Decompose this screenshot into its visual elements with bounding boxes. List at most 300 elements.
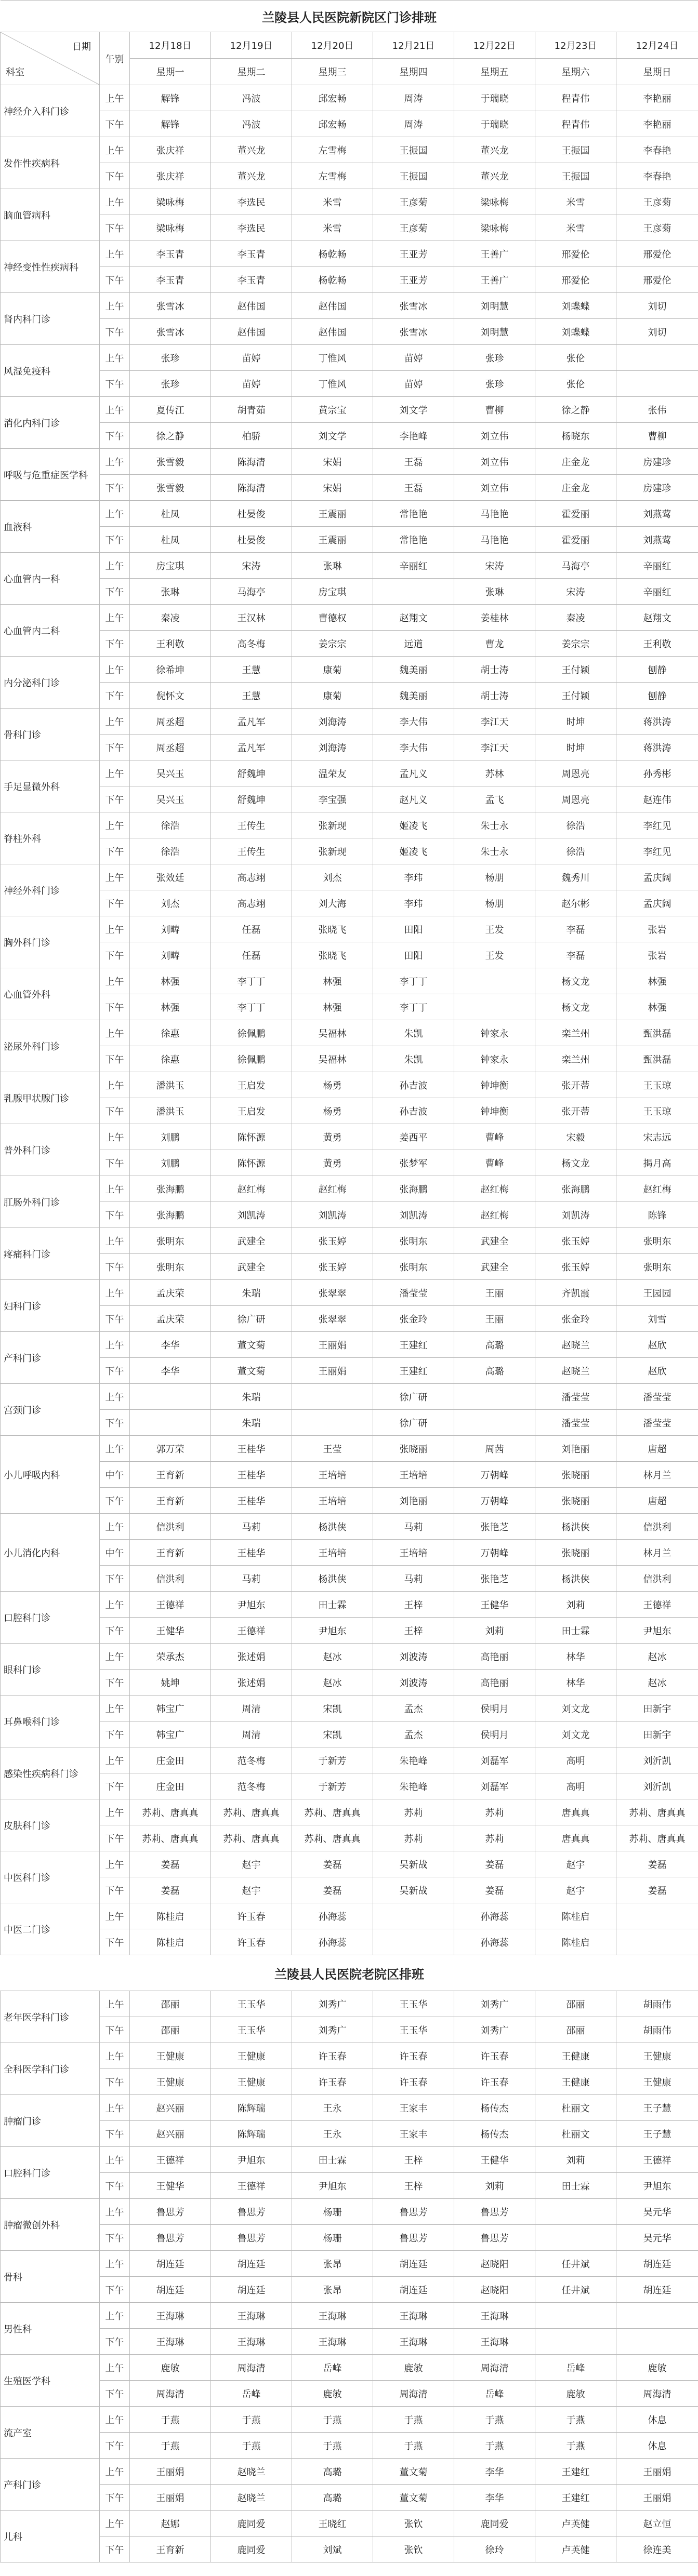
doctor-cell: 姜磊	[130, 1851, 211, 1877]
doctor-cell: 王园园	[616, 1280, 698, 1306]
doctor-cell: 田阳	[373, 916, 454, 942]
doctor-cell: 房宝琪	[292, 579, 373, 605]
doctor-cell	[616, 1929, 698, 1955]
doctor-cell: 许玉春	[373, 2043, 454, 2069]
doctor-cell: 王慧	[211, 683, 292, 709]
doctor-cell: 王德祥	[211, 1618, 292, 1644]
department-name: 肿瘤门诊	[1, 2095, 100, 2147]
doctor-cell: 尹旭东	[292, 1618, 373, 1644]
doctor-cell: 米雪	[535, 215, 616, 241]
doctor-cell: 马海亭	[211, 579, 292, 605]
doctor-cell: 王丽娟	[130, 2485, 211, 2511]
doctor-cell: 张艳芝	[454, 1566, 535, 1592]
doctor-cell: 许玉春	[454, 2043, 535, 2069]
period-cell: 下午	[100, 1618, 130, 1644]
doctor-cell: 许玉春	[292, 2069, 373, 2095]
doctor-cell: 王玉华	[211, 1991, 292, 2017]
doctor-cell: 高志翊	[211, 864, 292, 890]
table-row	[1, 1280, 698, 1306]
table-row	[1, 1670, 698, 1696]
doctor-cell: 孟杰	[373, 1696, 454, 1721]
doctor-cell: 周涛	[373, 111, 454, 137]
doctor-cell: 王育新	[130, 2537, 211, 2562]
doctor-cell: 赵晓阳	[454, 2277, 535, 2303]
weekday-header: 星期日	[616, 59, 698, 85]
doctor-cell: 王健华	[454, 1592, 535, 1618]
table-row	[1, 1721, 698, 1747]
table-row	[1, 1150, 698, 1176]
doctor-cell: 韩宝广	[130, 1696, 211, 1721]
doctor-cell: 王健华	[454, 2147, 535, 2173]
doctor-cell: 陈怀源	[211, 1124, 292, 1150]
doctor-cell: 徐佩鹏	[211, 1046, 292, 1072]
department-name: 呼吸与危重症医学科	[1, 449, 100, 501]
doctor-cell: 王付颖	[535, 683, 616, 709]
doctor-cell: 王振国	[535, 137, 616, 163]
doctor-cell: 陈怀源	[211, 1150, 292, 1176]
doctor-cell: 王传生	[211, 838, 292, 864]
doctor-cell: 辛丽红	[616, 553, 698, 579]
doctor-cell: 吴新战	[373, 1851, 454, 1877]
department-name: 骨科门诊	[1, 709, 100, 760]
doctor-cell: 栾兰州	[535, 1046, 616, 1072]
period-cell: 上午	[100, 760, 130, 786]
doctor-cell: 王子慧	[616, 2095, 698, 2121]
weekday-header: 星期一	[130, 59, 211, 85]
doctor-cell: 解锋	[130, 85, 211, 111]
table-row	[1, 319, 698, 345]
doctor-cell: 齐凯霞	[535, 1280, 616, 1306]
doctor-cell: 马莉	[373, 1566, 454, 1592]
table-row	[1, 942, 698, 968]
doctor-cell: 苏莉	[454, 1799, 535, 1825]
table-row	[1, 1358, 698, 1384]
doctor-cell: 马海亭	[535, 553, 616, 579]
doctor-cell: 杨勇	[292, 1072, 373, 1098]
doctor-cell: 张伦	[535, 345, 616, 371]
table-row	[1, 475, 698, 501]
doctor-cell: 刘切	[616, 319, 698, 345]
table-row	[1, 163, 698, 189]
table-row	[1, 1514, 698, 1540]
doctor-cell: 李艳峰	[373, 423, 454, 449]
doctor-cell: 王培培	[292, 1488, 373, 1514]
period-cell: 上午	[100, 2303, 130, 2329]
doctor-cell: 刘海涛	[292, 735, 373, 760]
table-row	[1, 423, 698, 449]
doctor-cell: 赵伟国	[211, 319, 292, 345]
doctor-cell: 徐广研	[373, 1384, 454, 1410]
doctor-cell: 张玉婷	[292, 1254, 373, 1280]
department-name: 乳腺甲状腺门诊	[1, 1072, 100, 1124]
doctor-cell: 鹿敏	[535, 2381, 616, 2407]
period-cell: 上午	[100, 864, 130, 890]
doctor-cell: 钟坤衡	[454, 1072, 535, 1098]
department-name: 口腔科门诊	[1, 2147, 100, 2199]
period-cell: 上午	[100, 812, 130, 838]
doctor-cell: 王健康	[616, 2069, 698, 2095]
doctor-cell: 杜晏俊	[211, 501, 292, 527]
date-header: 12月20日	[292, 32, 373, 59]
doctor-cell: 荣承杰	[130, 1644, 211, 1670]
table-row	[1, 2251, 698, 2277]
period-cell: 下午	[100, 2433, 130, 2459]
doctor-cell: 曹德权	[292, 605, 373, 631]
doctor-cell: 刘畴	[130, 916, 211, 942]
doctor-cell: 霍爱丽	[535, 527, 616, 553]
doctor-cell: 宋涛	[535, 579, 616, 605]
doctor-cell: 康菊	[292, 683, 373, 709]
doctor-cell: 赵红梅	[211, 1176, 292, 1202]
doctor-cell: 苏莉、唐真真	[292, 1799, 373, 1825]
department-name: 手足显微外科	[1, 760, 100, 812]
doctor-cell: 于燕	[211, 2407, 292, 2433]
doctor-cell: 杨传杰	[454, 2095, 535, 2121]
doctor-cell: 高艳丽	[454, 1644, 535, 1670]
period-cell: 上午	[100, 1124, 130, 1150]
doctor-cell	[373, 1929, 454, 1955]
doctor-cell: 刘燕莺	[616, 527, 698, 553]
department-name: 感染性疾病科门诊	[1, 1747, 100, 1799]
period-cell: 中午	[100, 1540, 130, 1566]
doctor-cell: 赵宇	[211, 1877, 292, 1903]
doctor-cell: 黄宗宝	[292, 397, 373, 423]
doctor-cell: 梁咏梅	[130, 215, 211, 241]
department-name: 眼科门诊	[1, 1644, 100, 1696]
doctor-cell: 周海清	[616, 2381, 698, 2407]
doctor-cell: 庄金田	[130, 1747, 211, 1773]
period-header-label: 午别	[100, 32, 130, 85]
period-cell: 下午	[100, 267, 130, 293]
table-row	[1, 657, 698, 683]
date-header: 12月24日	[616, 32, 698, 59]
doctor-cell: 栾兰州	[535, 1020, 616, 1046]
doctor-cell: 孟杰	[373, 1721, 454, 1747]
table-row	[1, 501, 698, 527]
department-name: 心血管内一科	[1, 553, 100, 605]
table-row	[1, 709, 698, 735]
doctor-cell	[373, 1903, 454, 1929]
doctor-cell: 孙海蕊	[454, 1903, 535, 1929]
doctor-cell: 王磊	[373, 475, 454, 501]
doctor-cell: 朱瑞	[211, 1280, 292, 1306]
doctor-cell: 刘斌	[292, 2537, 373, 2562]
doctor-cell: 王亚芳	[373, 267, 454, 293]
doctor-cell: 辛丽红	[373, 553, 454, 579]
doctor-cell: 胡雨伟	[616, 1991, 698, 2017]
period-cell: 上午	[100, 1228, 130, 1254]
doctor-cell: 王健康	[211, 2069, 292, 2095]
doctor-cell	[292, 1384, 373, 1410]
doctor-cell: 胡士涛	[454, 657, 535, 683]
doctor-cell: 陈辉瑞	[211, 2095, 292, 2121]
doctor-cell: 王健康	[130, 2069, 211, 2095]
period-cell: 下午	[100, 579, 130, 605]
doctor-cell: 孙秀彬	[616, 760, 698, 786]
period-cell: 上午	[100, 2511, 130, 2537]
table-row	[1, 2043, 698, 2069]
doctor-cell: 黄勇	[292, 1124, 373, 1150]
doctor-cell: 鲁思芳	[211, 2225, 292, 2251]
doctor-cell: 刘蝶蝶	[535, 293, 616, 319]
doctor-cell: 高璐	[292, 2459, 373, 2485]
doctor-cell: 刘杰	[292, 864, 373, 890]
department-name: 产科门诊	[1, 1332, 100, 1384]
doctor-cell: 程青伟	[535, 85, 616, 111]
department-name: 口腔科门诊	[1, 1592, 100, 1644]
doctor-cell: 王丽	[454, 1280, 535, 1306]
table-row	[1, 1644, 698, 1670]
doctor-cell	[454, 1384, 535, 1410]
doctor-cell: 赵伟国	[292, 293, 373, 319]
doctor-cell: 尹旭东	[211, 2147, 292, 2173]
doctor-cell: 田士霖	[292, 1592, 373, 1618]
doctor-cell: 李红见	[616, 812, 698, 838]
period-cell: 下午	[100, 2485, 130, 2511]
doctor-cell: 杜丽文	[535, 2095, 616, 2121]
doctor-cell: 杨珊	[292, 2225, 373, 2251]
doctor-cell: 王海琳	[130, 2329, 211, 2355]
doctor-cell: 李玉青	[211, 267, 292, 293]
date-header: 12月22日	[454, 32, 535, 59]
table-row	[1, 2485, 698, 2511]
doctor-cell	[373, 579, 454, 605]
department-name: 产科门诊	[1, 2459, 100, 2511]
doctor-cell: 姜磊	[454, 1877, 535, 1903]
doctor-cell: 武建全	[211, 1228, 292, 1254]
doctor-cell: 董兴龙	[454, 137, 535, 163]
doctor-cell: 王健康	[211, 2043, 292, 2069]
doctor-cell	[616, 2329, 698, 2355]
doctor-cell: 张珍	[130, 371, 211, 397]
doctor-cell: 朱凯	[373, 1020, 454, 1046]
doctor-cell: 王桂华	[211, 1462, 292, 1488]
doctor-cell: 董文菊	[211, 1332, 292, 1358]
doctor-cell: 刘波涛	[373, 1644, 454, 1670]
period-cell: 上午	[100, 1903, 130, 1929]
doctor-cell: 董文菊	[211, 1358, 292, 1384]
doctor-cell: 刘沂凯	[616, 1747, 698, 1773]
period-cell: 上午	[100, 709, 130, 735]
doctor-cell: 张开蒂	[535, 1098, 616, 1124]
doctor-cell: 王震丽	[292, 501, 373, 527]
doctor-cell: 吴兴玉	[130, 760, 211, 786]
doctor-cell: 于燕	[373, 2407, 454, 2433]
doctor-cell: 李大伟	[373, 735, 454, 760]
department-name: 中医二门诊	[1, 1903, 100, 1955]
doctor-cell	[130, 1384, 211, 1410]
department-name: 血液科	[1, 501, 100, 553]
doctor-cell: 胡雨伟	[616, 2017, 698, 2043]
doctor-cell: 钟家永	[454, 1020, 535, 1046]
doctor-cell: 张晓飞	[292, 942, 373, 968]
doctor-cell: 李磊	[535, 916, 616, 942]
doctor-cell: 刘沂凯	[616, 1773, 698, 1799]
doctor-cell: 徐广研	[373, 1410, 454, 1436]
doctor-cell: 周恩亮	[535, 786, 616, 812]
doctor-cell: 田士霖	[535, 1618, 616, 1644]
doctor-cell: 王海琳	[454, 2329, 535, 2355]
doctor-cell: 董文菊	[373, 2485, 454, 2511]
doctor-cell: 李玮	[373, 864, 454, 890]
doctor-cell: 董兴龙	[211, 163, 292, 189]
doctor-cell: 王玉琼	[616, 1098, 698, 1124]
doctor-cell: 王桂华	[211, 1488, 292, 1514]
doctor-cell: 任井斌	[535, 2251, 616, 2277]
doctor-cell	[454, 1410, 535, 1436]
doctor-cell: 孟凡义	[373, 760, 454, 786]
doctor-cell: 王利敬	[616, 631, 698, 657]
doctor-cell: 刘凯涛	[535, 1202, 616, 1228]
doctor-cell: 刘秀广	[454, 2017, 535, 2043]
table-row	[1, 579, 698, 605]
doctor-cell: 蒋洪涛	[616, 709, 698, 735]
doctor-cell: 任井斌	[535, 2277, 616, 2303]
doctor-cell: 王建红	[535, 2459, 616, 2485]
doctor-cell: 姜磊	[292, 1877, 373, 1903]
department-name: 内分泌科门诊	[1, 657, 100, 709]
doctor-cell: 揭月高	[616, 1150, 698, 1176]
period-cell: 下午	[100, 2277, 130, 2303]
doctor-cell: 舒魏坤	[211, 786, 292, 812]
doctor-cell: 王桂华	[211, 1540, 292, 1566]
doctor-cell: 王启发	[211, 1098, 292, 1124]
doctor-cell: 陈桂启	[130, 1903, 211, 1929]
doctor-cell: 丁惟风	[292, 371, 373, 397]
doctor-cell: 邱宏畅	[292, 111, 373, 137]
doctor-cell: 武建全	[454, 1254, 535, 1280]
doctor-cell: 刘磊军	[454, 1747, 535, 1773]
period-cell: 下午	[100, 631, 130, 657]
doctor-cell: 吴兴玉	[130, 786, 211, 812]
department-name: 肛肠外科门诊	[1, 1176, 100, 1228]
doctor-cell: 胡连廷	[373, 2251, 454, 2277]
doctor-cell: 刘蝶蝶	[535, 319, 616, 345]
table-row	[1, 1851, 698, 1877]
period-cell: 下午	[100, 475, 130, 501]
doctor-cell: 王永	[292, 2121, 373, 2147]
doctor-cell: 徐惠	[130, 1020, 211, 1046]
doctor-cell: 万朝峰	[454, 1462, 535, 1488]
period-cell: 上午	[100, 189, 130, 215]
doctor-cell: 李春艳	[616, 137, 698, 163]
doctor-cell: 王丽娟	[292, 1358, 373, 1384]
table-row	[1, 2121, 698, 2147]
period-cell: 上午	[100, 397, 130, 423]
period-cell: 下午	[100, 2173, 130, 2199]
department-name: 肾内科门诊	[1, 293, 100, 345]
doctor-cell: 鲁思芳	[454, 2199, 535, 2225]
doctor-cell: 李玮	[373, 890, 454, 916]
doctor-cell: 鹿敏	[130, 2355, 211, 2381]
doctor-cell: 林强	[616, 994, 698, 1020]
doctor-cell: 王德祥	[211, 2173, 292, 2199]
doctor-cell: 王彦菊	[616, 189, 698, 215]
doctor-cell: 王善广	[454, 241, 535, 267]
doctor-cell: 曹柳	[616, 423, 698, 449]
doctor-cell: 王彦菊	[616, 215, 698, 241]
doctor-cell: 张明东	[616, 1228, 698, 1254]
doctor-cell: 房宝琪	[130, 553, 211, 579]
period-cell: 上午	[100, 1696, 130, 1721]
doctor-cell: 鹿敏	[292, 2381, 373, 2407]
doctor-cell: 张雪冰	[130, 293, 211, 319]
doctor-cell: 张述娟	[211, 1644, 292, 1670]
weekday-header: 星期四	[373, 59, 454, 85]
doctor-cell: 邢爱伦	[616, 267, 698, 293]
doctor-cell: 姜磊	[130, 1877, 211, 1903]
doctor-cell: 杜凤	[130, 501, 211, 527]
doctor-cell: 林强	[292, 968, 373, 994]
department-name: 神经外科门诊	[1, 864, 100, 916]
doctor-cell: 田新宇	[616, 1721, 698, 1747]
period-cell: 上午	[100, 449, 130, 475]
table-row	[1, 85, 698, 111]
doctor-cell: 王育新	[130, 1488, 211, 1514]
period-cell: 上午	[100, 2043, 130, 2069]
doctor-cell: 魏美丽	[373, 683, 454, 709]
doctor-cell: 陈锋	[616, 1202, 698, 1228]
period-cell: 上午	[100, 1384, 130, 1410]
doctor-cell: 李华	[454, 2459, 535, 2485]
doctor-cell: 刘莉	[454, 2173, 535, 2199]
doctor-cell: 张珍	[454, 371, 535, 397]
doctor-cell: 王建红	[373, 1358, 454, 1384]
doctor-cell: 孙海蕊	[454, 1929, 535, 1955]
doctor-cell	[616, 1903, 698, 1929]
period-cell: 上午	[100, 553, 130, 579]
doctor-cell: 夏传江	[130, 397, 211, 423]
doctor-cell: 张琳	[454, 579, 535, 605]
doctor-cell: 宋凯	[292, 1721, 373, 1747]
period-cell: 上午	[100, 1851, 130, 1877]
doctor-cell: 于燕	[454, 2407, 535, 2433]
doctor-cell: 张伦	[535, 371, 616, 397]
doctor-cell: 刘文学	[292, 423, 373, 449]
doctor-cell: 张明东	[130, 1228, 211, 1254]
doctor-cell: 孟庆荣	[130, 1306, 211, 1332]
table-row	[1, 1462, 698, 1488]
doctor-cell: 徐浩	[130, 838, 211, 864]
doctor-cell: 李丁丁	[373, 994, 454, 1020]
doctor-cell: 王培培	[373, 1540, 454, 1566]
department-name: 老年医学科门诊	[1, 1991, 100, 2043]
table-row	[1, 527, 698, 553]
period-cell: 下午	[100, 2225, 130, 2251]
doctor-cell: 林华	[535, 1644, 616, 1670]
doctor-cell: 孟庆阔	[616, 890, 698, 916]
doctor-cell: 王利敬	[130, 631, 211, 657]
department-name: 脊柱外科	[1, 812, 100, 864]
doctor-cell: 霍爱丽	[535, 501, 616, 527]
doctor-cell: 宋涛	[454, 553, 535, 579]
doctor-cell: 杨朋	[454, 890, 535, 916]
doctor-cell: 赵立恒	[616, 2511, 698, 2537]
doctor-cell: 冯波	[211, 85, 292, 111]
doctor-cell: 邵丽	[535, 1991, 616, 2017]
doctor-cell: 王健华	[130, 2173, 211, 2199]
doctor-cell: 刘立伟	[454, 475, 535, 501]
doctor-cell: 张明东	[130, 1254, 211, 1280]
doctor-cell: 赵娜	[130, 2511, 211, 2537]
period-cell: 上午	[100, 2199, 130, 2225]
doctor-cell: 孟凡军	[211, 735, 292, 760]
doctor-cell: 杨洪侠	[535, 1566, 616, 1592]
doctor-cell: 王海琳	[211, 2303, 292, 2329]
table-row	[1, 2459, 698, 2485]
period-cell: 上午	[100, 2095, 130, 2121]
doctor-cell: 胡连廷	[616, 2251, 698, 2277]
